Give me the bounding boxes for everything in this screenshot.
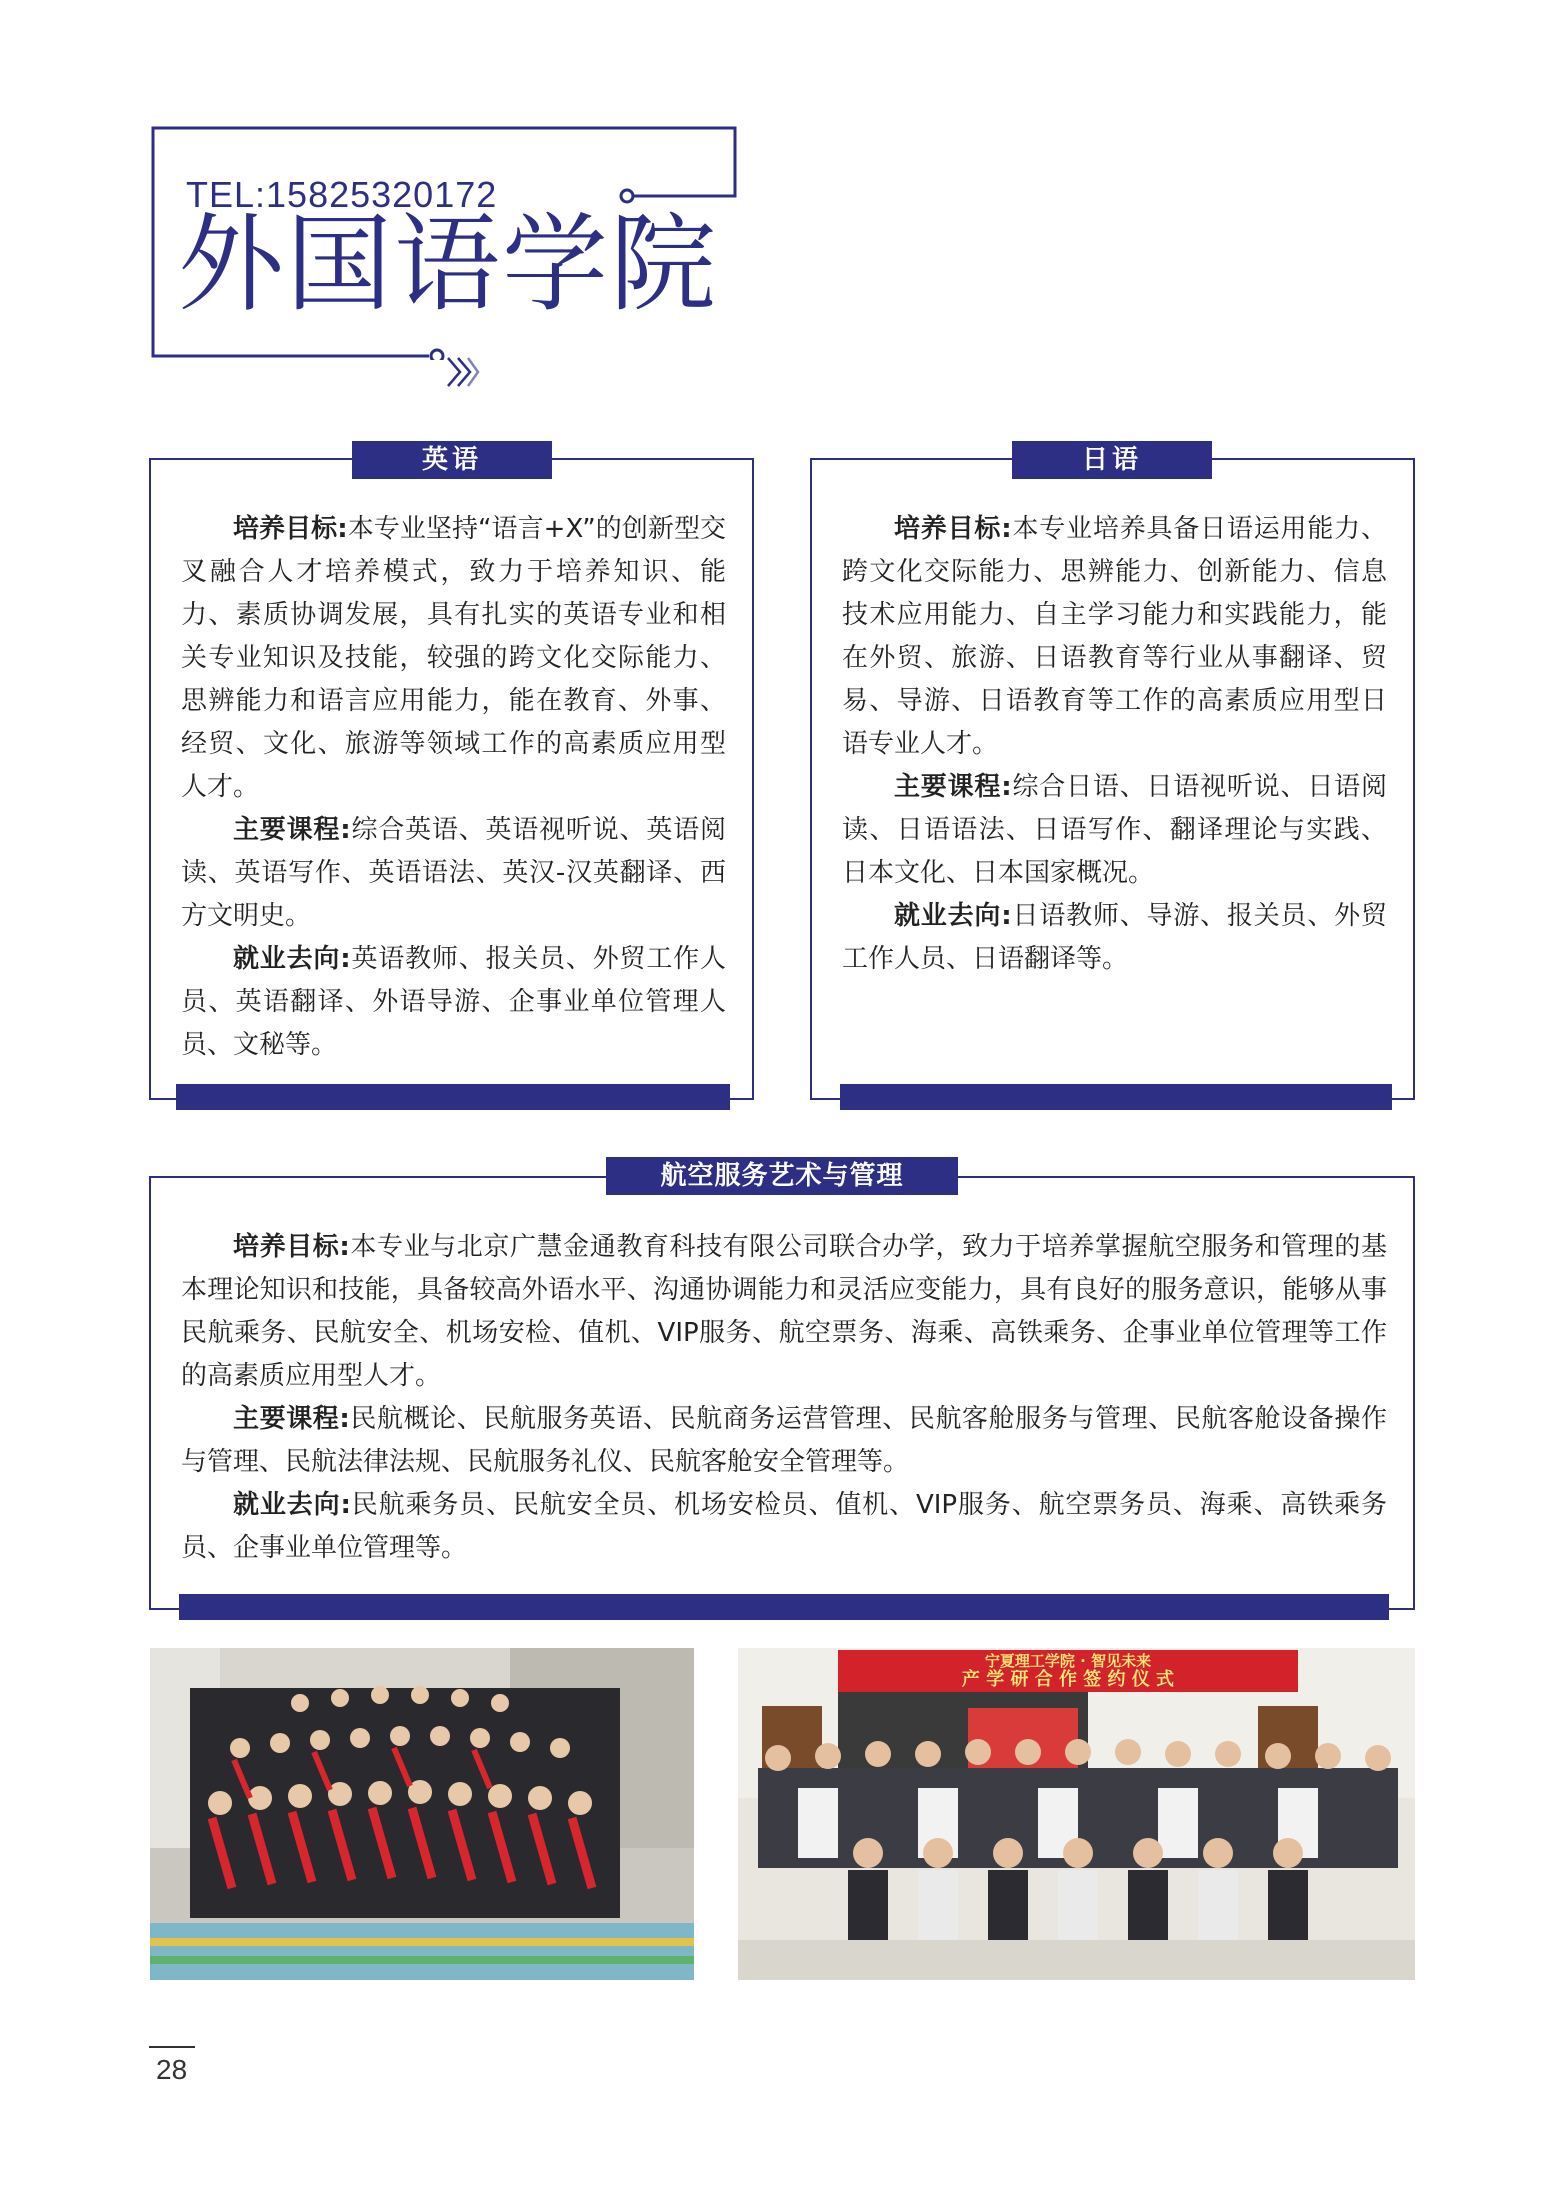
english-tab: 英语 (352, 441, 552, 479)
english-goal (181, 508, 726, 809)
students-group-photo (150, 1648, 694, 1980)
course-text: 民航概论、民航服务英语、民航商务运营管理、民航客舱服务与管理、民航客舱设备操作与管理、民航法律法规、民航服务礼仪、民航客舱安全管理等。 (181, 1404, 1387, 1477)
japanese-career (842, 895, 1387, 981)
career-text: 日语教师、导游、报关员、外贸工作人员、日语翻译等。 (842, 901, 1387, 974)
department-title: 外国语学院 (178, 203, 718, 326)
career-text: 民航乘务员、民航安全员、机场安检员、值机、VIP服务、航空票务员、海乘、高铁乘务员、企事业单位管理等。 (181, 1490, 1387, 1563)
japanese-courses (842, 766, 1387, 895)
english-content (181, 508, 726, 1067)
course-label: 主要课程: (233, 815, 351, 845)
english-bottom-bar (176, 1084, 730, 1110)
aviation-goal (181, 1226, 1387, 1398)
banner-line2: 产 学 研 合 作 签 约 仪 式 (961, 1669, 1175, 1690)
banner-line1: 宁夏理工学院 · 智见未来 (984, 1652, 1152, 1670)
goal-label: 培养目标: (233, 514, 348, 544)
japanese-content (842, 508, 1387, 981)
japanese-tab: 日语 (1012, 441, 1212, 479)
career-text: 英语教师、报关员、外贸工作人员、英语翻译、外语导游、企事业单位管理人员、文秘等。 (181, 944, 726, 1060)
english-career (181, 938, 726, 1067)
course-label: 主要课程: (894, 772, 1012, 802)
aviation-content (181, 1226, 1387, 1570)
page-number-rule (149, 2046, 195, 2048)
japanese-bottom-bar (840, 1084, 1392, 1110)
aviation-bottom-bar (179, 1594, 1389, 1620)
career-label: 就业去向: (233, 1490, 351, 1520)
aviation-tab: 航空服务艺术与管理 (606, 1157, 958, 1195)
course-label: 主要课程: (233, 1404, 350, 1434)
goal-text: 本专业与北京广慧金通教育科技有限公司联合办学，致力于培养掌握航空服务和管理的基本理论知识和技能，具备较高外语水平、沟通协调能力和灵活应变能力，具有良好的服务意识，能够从事民航乘务、民航安全、机场安检、值机、VIP服务、航空票务、海乘、高铁乘务、企事业单位管理等工作的高素质应用型人才。 (181, 1232, 1387, 1391)
career-label: 就业去向: (894, 901, 1012, 931)
goal-text: 本专业坚持“语言+X”的创新型交叉融合人才培养模式，致力于培养知识、能力、素质协调发展，具有扎实的英语专业和相关专业知识及技能，较强的跨文化交际能力、思辨能力和语言应用能力，能在教育、外事、经贸、文化、旅游等领域工作的高素质应用型人才。 (181, 514, 727, 802)
goal-label: 培养目标: (233, 1232, 350, 1262)
course-text: 综合日语、日语视听说、日语阅读、日语语法、日语写作、翻译理论与实践、日本文化、日本国家概况。 (842, 772, 1387, 888)
goal-text: 本专业培养具备日语运用能力、跨文化交际能力、思辨能力、创新能力、信息技术应用能力、自主学习能力和实践能力，能在外贸、旅游、日语教育等行业从事翻译、贸易、导游、日语教育等工作的高素质应用型日语专业人才。 (842, 514, 1387, 759)
course-text: 综合英语、英语视听说、英语阅读、英语写作、英语语法、英汉-汉英翻译、西方文明史。 (181, 815, 726, 931)
signing-ceremony-photo (738, 1648, 1415, 1980)
goal-label: 培养目标: (894, 514, 1012, 544)
aviation-career (181, 1484, 1387, 1570)
career-label: 就业去向: (233, 944, 351, 974)
page-number: 28 (156, 2054, 188, 2085)
japanese-goal (842, 508, 1387, 766)
tel-number: TEL:15825320172 (186, 174, 498, 215)
aviation-courses (181, 1398, 1387, 1484)
english-courses (181, 809, 726, 938)
double-chevron-icon (444, 354, 480, 390)
